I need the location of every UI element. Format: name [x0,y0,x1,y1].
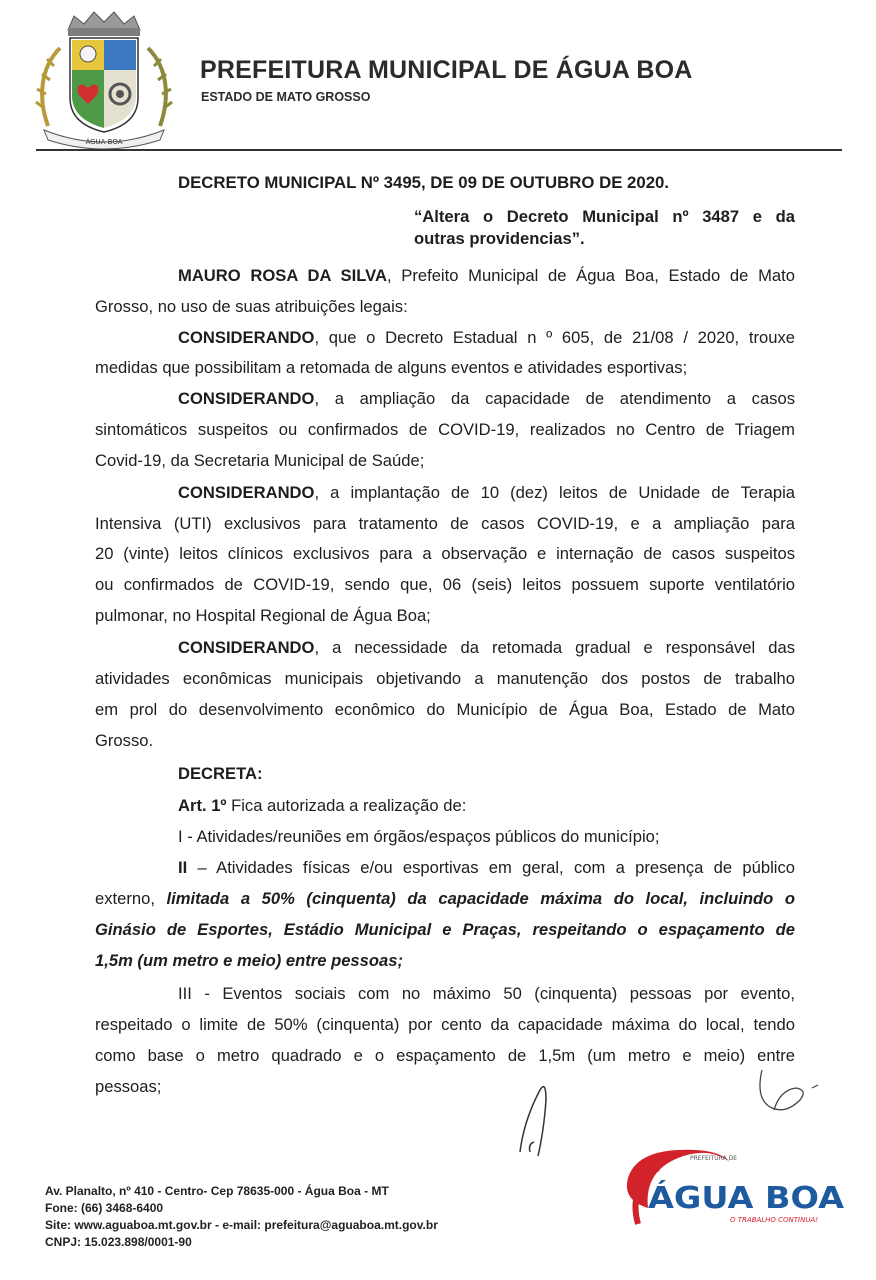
coat-of-arms-icon [30,8,178,150]
item-2-line-3: Ginásio de Esportes, Estádio Municipal e Praças, respeitando o espaçamento de [95,920,795,939]
considerando-4-line-3: em prol do desenvolvimento econômico do Município de Água Boa, Estado de Mato [95,700,795,719]
item-3-line-3: como base o metro quadrado e o espaçamento de 1,5m (um metro e meio) entre [95,1046,795,1065]
ementa-line-2: outras providencias”. [414,229,585,248]
item-3-line-2: respeitado o limite de 50% (cinquenta) por cento da capacidade máxima do local, tendo [95,1015,795,1034]
considerando-label: CONSIDERANDO [178,389,315,408]
logo-tagline: O TRABALHO CONTINUA! [730,1216,819,1224]
item-2-text: – Atividades físicas e/ou esportivas em geral, com a presença de público [187,858,795,877]
considerando-label: CONSIDERANDO [178,328,315,347]
considerando-text: , a ampliação da capacidade de atendimento a casos [314,389,795,408]
footer-site-email: Site: www.aguaboa.mt.gov.br - e-mail: prefeitura@aguaboa.mt.gov.br [45,1218,438,1232]
considerando-text: , a implantação de 10 (dez) leitos de Unidade de Terapia [314,483,795,502]
considerando-3-line-1 [178,482,795,504]
item-3-line-4: pessoas; [95,1077,162,1096]
ementa-line-1: “Altera o Decreto Municipal nº 3487 e da [414,207,795,226]
considerando-4-line-2: atividades econômicas municipais objetivando a manutenção dos postos de trabalho [95,669,795,688]
considerando-label: CONSIDERANDO [178,483,315,502]
agua-boa-logo-icon [618,1138,850,1238]
considerando-3-line-4: ou confirmados de COVID-19, sendo que, 06 (seis) leitos possuem suporte ventilatório [95,575,795,594]
mayor-name: MAURO ROSA DA SILVA [178,266,387,285]
footer-address: Av. Planalto, nº 410 - Centro- Cep 78635-000 - Água Boa - MT [45,1184,389,1198]
preamble-line-2: Grosso, no uso de suas atribuições legais: [95,297,408,316]
item-1: I - Atividades/reuniões em órgãos/espaços públicos do município; [178,827,660,846]
considerando-2-line-1 [178,388,795,410]
considerando-2-line-3: Covid-19, da Secretaria Municipal de Saúde; [95,451,425,470]
considerando-1-line-2: medidas que possibilitam a retomada de alguns eventos e atividades esportivas; [95,358,688,377]
item-3-line-1: III - Eventos sociais com no máximo 50 (cinquenta) pessoas por evento, [178,984,795,1003]
footer-cnpj: CNPJ: 15.023.898/0001-90 [45,1235,192,1249]
considerando-4-line-4: Grosso. [95,731,154,750]
item-2-line-4: 1,5m (um metro e meio) entre pessoas; [95,951,404,970]
item-2-line-2 [95,888,795,910]
considerando-text: , a necessidade da retomada gradual e responsável das [314,638,795,657]
considerando-2-line-2: sintomáticos suspeitos ou confirmados de COVID-19, realizados no Centro de Triagem [95,420,795,439]
footer-phone: Fone: (66) 3468-6400 [45,1201,164,1215]
article-1-text: Fica autorizada a realização de: [226,796,467,815]
footer [45,1183,438,1251]
item-2-number: II [178,858,188,877]
considerando-text: , que o Decreto Estadual n º 605, de 21/08 / 2020, trouxe [314,328,795,347]
decreta-heading: DECRETA: [178,764,263,783]
considerando-3-line-3: 20 (vinte) leitos clínicos exclusivos para a observação e internação de casos suspeitos [95,544,795,563]
logo-small-top: PREFEITURA DE [690,1155,737,1162]
crest-ribbon-text: ÁGUA BOA [85,138,123,146]
item-2-emphasis: limitada a 50% (cinquenta) da capacidade máxima do local, incluindo o [166,889,795,908]
considerando-1-line-1 [178,327,795,349]
logo-name: ÁGUA BOA [648,1181,824,1216]
preamble-text: , Prefeito Municipal de Água Boa, Estado de Mato [386,266,795,285]
considerando-3-line-5: pulmonar, no Hospital Regional de Água Boa; [95,606,431,625]
header-title: PREFEITURA MUNICIPAL DE ÁGUA BOA [200,56,693,84]
article-1 [178,795,795,817]
considerando-3-line-2: Intensiva (UTI) exclusivos para tratamento de casos COVID-19, e a ampliação para [95,514,795,533]
preamble-line-1 [178,265,795,287]
item-2-line-1 [178,857,795,879]
header-divider [36,149,842,151]
item-2-text: externo, [95,889,167,908]
considerando-label: CONSIDERANDO [178,638,315,657]
header-subtitle: ESTADO DE MATO GROSSO [201,90,371,104]
article-1-label: Art. 1º [178,796,227,815]
considerando-4-line-1 [178,637,795,659]
decree-title: DECRETO MUNICIPAL Nº 3495, DE 09 DE OUTUBRO DE 2020. [178,173,670,192]
